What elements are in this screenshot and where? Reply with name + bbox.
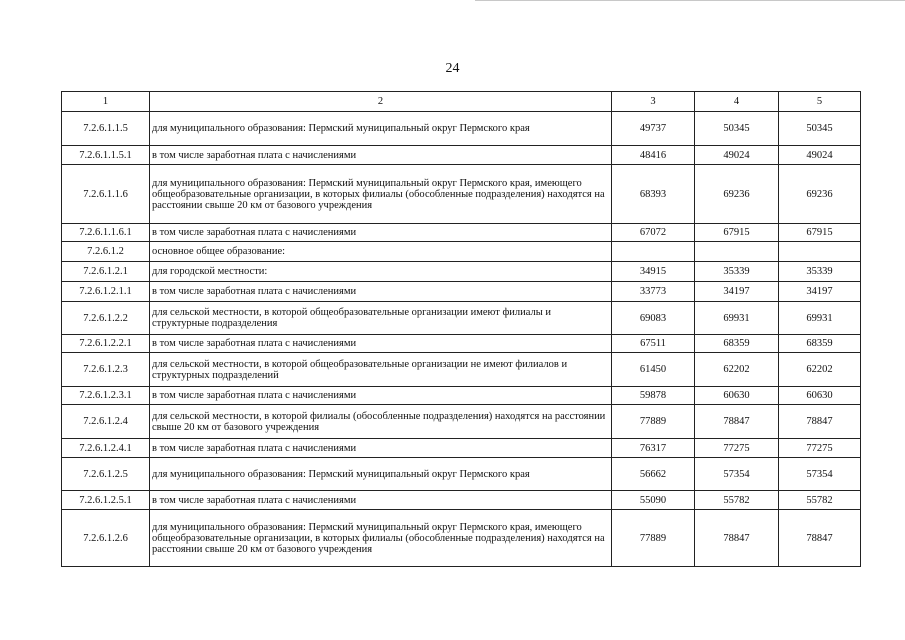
row-value-col3: 56662 [612,458,695,491]
row-code: 7.2.6.1.2.4.1 [62,439,150,458]
row-description: в том числе заработная плата с начислениями [150,282,612,302]
row-value-col5: 34197 [779,282,861,302]
row-code: 7.2.6.1.2.4 [62,405,150,439]
row-value-col5 [779,242,861,262]
row-value-col4 [695,242,779,262]
row-description: для сельской местности, в которой общеобразовательные организации имеют филиалы и структурные подразделения [150,302,612,335]
row-code: 7.2.6.1.2.6 [62,510,150,567]
row-code: 7.2.6.1.1.5.1 [62,146,150,165]
table-row [62,146,861,165]
header-col-5: 5 [779,92,861,112]
tariff-table [61,91,861,567]
header-col-1: 1 [62,92,150,112]
row-value-col4: 49024 [695,146,779,165]
row-value-col4: 69931 [695,302,779,335]
row-value-col5: 49024 [779,146,861,165]
table-row [62,282,861,302]
row-code: 7.2.6.1.1.6.1 [62,224,150,242]
row-code: 7.2.6.1.2.5.1 [62,491,150,510]
table-row [62,405,861,439]
row-value-col4: 34197 [695,282,779,302]
table-row [62,458,861,491]
table-header [62,92,861,112]
row-description: в том числе заработная плата с начислениями [150,491,612,510]
page-top-edge [475,0,905,1]
page-number: 24 [445,61,460,76]
row-description: для сельской местности, в которой общеобразовательные организации не имеют филиалов и структурных подразделений [150,353,612,387]
row-value-col4: 68359 [695,335,779,353]
table-row [62,491,861,510]
row-code: 7.2.6.1.1.6 [62,165,150,224]
row-value-col3: 76317 [612,439,695,458]
row-value-col3: 67072 [612,224,695,242]
row-value-col3: 77889 [612,405,695,439]
table-body [62,112,861,567]
row-value-col5: 77275 [779,439,861,458]
table-row [62,510,861,567]
row-value-col4: 69236 [695,165,779,224]
row-value-col4: 35339 [695,262,779,282]
row-description: для муниципального образования: Пермский муниципальный округ Пермского края [150,112,612,146]
row-description: для муниципального образования: Пермский муниципальный округ Пермского края, имеющего общеобразовательные организации, в которых филиалы (обособленные подразделения) находятся на расстоянии свыше 20 км от базового учреждения [150,165,612,224]
table-row [62,262,861,282]
row-description: основное общее образование: [150,242,612,262]
row-value-col5: 78847 [779,510,861,567]
row-value-col4: 77275 [695,439,779,458]
row-description: для городской местности: [150,262,612,282]
row-value-col5: 60630 [779,387,861,405]
row-value-col4: 78847 [695,405,779,439]
row-value-col3: 67511 [612,335,695,353]
header-col-3: 3 [612,92,695,112]
table-row [62,335,861,353]
row-value-col4: 67915 [695,224,779,242]
row-code: 7.2.6.1.1.5 [62,112,150,146]
table-row [62,302,861,335]
row-value-col5: 69931 [779,302,861,335]
row-description: для муниципального образования: Пермский муниципальный округ Пермского края [150,458,612,491]
row-value-col3 [612,242,695,262]
row-value-col3: 77889 [612,510,695,567]
row-code: 7.2.6.1.2.2 [62,302,150,335]
row-value-col5: 50345 [779,112,861,146]
row-value-col3: 68393 [612,165,695,224]
row-code: 7.2.6.1.2.3 [62,353,150,387]
header-col-4: 4 [695,92,779,112]
row-value-col3: 33773 [612,282,695,302]
row-value-col3: 61450 [612,353,695,387]
row-value-col5: 35339 [779,262,861,282]
row-value-col4: 62202 [695,353,779,387]
row-value-col3: 55090 [612,491,695,510]
row-value-col4: 60630 [695,387,779,405]
row-description: в том числе заработная плата с начислениями [150,387,612,405]
row-value-col4: 57354 [695,458,779,491]
row-value-col3: 59878 [612,387,695,405]
row-value-col4: 50345 [695,112,779,146]
row-description: в том числе заработная плата с начислениями [150,335,612,353]
row-code: 7.2.6.1.2.1.1 [62,282,150,302]
table-row [62,439,861,458]
row-value-col5: 62202 [779,353,861,387]
row-value-col3: 49737 [612,112,695,146]
row-value-col5: 57354 [779,458,861,491]
row-code: 7.2.6.1.2.1 [62,262,150,282]
row-code: 7.2.6.1.2 [62,242,150,262]
row-description: в том числе заработная плата с начислениями [150,146,612,165]
row-code: 7.2.6.1.2.5 [62,458,150,491]
table-row [62,387,861,405]
table-row [62,242,861,262]
row-value-col5: 67915 [779,224,861,242]
row-value-col4: 78847 [695,510,779,567]
row-value-col4: 55782 [695,491,779,510]
row-value-col5: 68359 [779,335,861,353]
row-value-col3: 48416 [612,146,695,165]
table-row [62,224,861,242]
row-value-col3: 34915 [612,262,695,282]
row-code: 7.2.6.1.2.3.1 [62,387,150,405]
row-description: в том числе заработная плата с начислениями [150,224,612,242]
row-code: 7.2.6.1.2.2.1 [62,335,150,353]
row-value-col5: 55782 [779,491,861,510]
header-col-2: 2 [150,92,612,112]
row-value-col5: 78847 [779,405,861,439]
row-value-col3: 69083 [612,302,695,335]
row-description: для сельской местности, в которой филиалы (обособленные подразделения) находятся на расстоянии свыше 20 км от базового учреждения [150,405,612,439]
row-description: в том числе заработная плата с начислениями [150,439,612,458]
table-row [62,112,861,146]
table-row [62,165,861,224]
row-value-col5: 69236 [779,165,861,224]
row-description: для муниципального образования: Пермский муниципальный округ Пермского края, имеющего общеобразовательные организации, в которых филиалы (обособленные подразделения) находятся на расстоянии свыше 20 км от базового учреждения [150,510,612,567]
table-row [62,353,861,387]
